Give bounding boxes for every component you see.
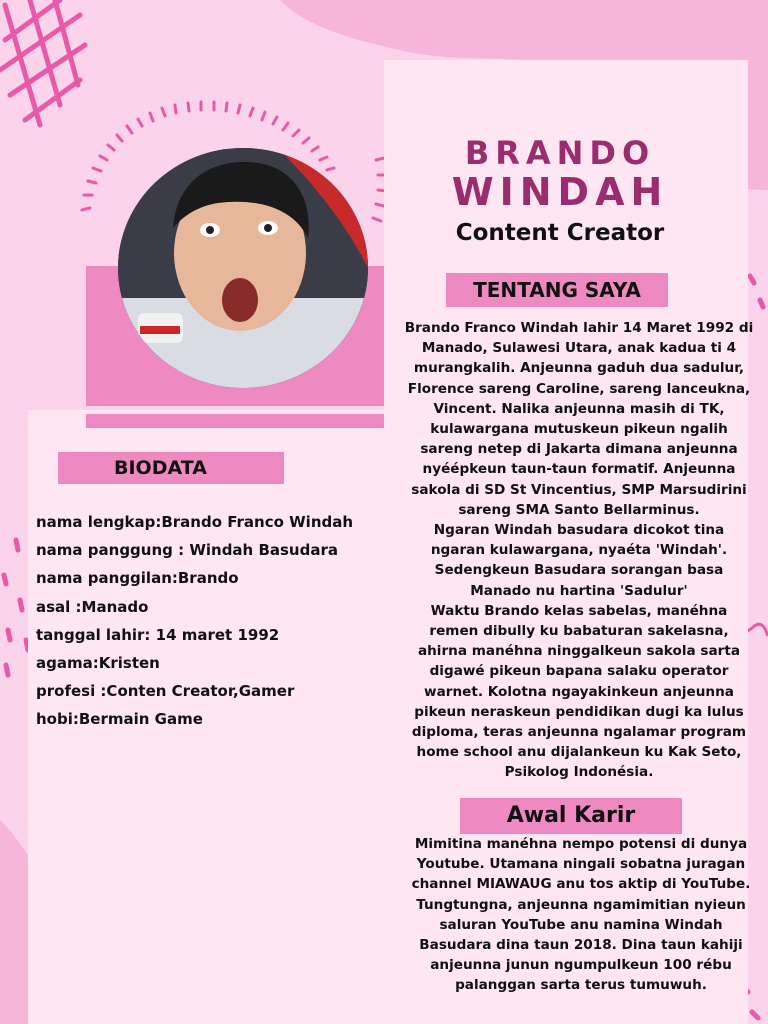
dash-pattern-left xyxy=(4,540,28,675)
about-heading: TENTANG SAYA xyxy=(446,273,668,307)
career-line: Youtube. Utamana ningali sobatna juragan xyxy=(416,856,746,873)
role-title: Content Creator xyxy=(455,220,665,246)
career-line: saluran YouTube anu namina Windah xyxy=(439,916,723,933)
career-text xyxy=(398,834,764,996)
about-line: Vincent. Nalika anjeunna masih di TK, xyxy=(433,400,725,417)
about-line: nyéépkeun taun-taun formatif. Anjeunna xyxy=(422,461,736,478)
biodata-item: agama:Kristen xyxy=(36,654,160,673)
profile-photo xyxy=(118,148,368,388)
about-line: murangkalih. Anjeunna gaduh dua sadulur, xyxy=(413,360,745,377)
biodata-list xyxy=(36,508,381,734)
career-line: anjeunna junun ngumpulkeun 100 rébu xyxy=(430,957,732,974)
about-line: Ngaran Windah basudara dicokot tina xyxy=(433,522,725,539)
about-line: sareng SMA Santo Bellarminus. xyxy=(458,501,700,518)
about-line: Manado, Sulawesi Utara, anak kadua ti 4 xyxy=(421,340,737,357)
about-line: Brando Franco Windah lahir 14 Maret 1992 di xyxy=(404,320,754,336)
career-line: Basudara dina taun 2018. Dina taun kahiji xyxy=(419,937,743,954)
career-line: Mimitina manéhna nempo potensi di dunya xyxy=(414,836,748,852)
about-line: sareng netep di Jakarta dimana anjeunna xyxy=(420,441,738,458)
career-heading: Awal Karir xyxy=(460,798,682,834)
about-line: ngaran kulawargana, nyaéta 'Windah'. xyxy=(430,542,728,559)
about-line: diploma, teras anjeunna ngalamar program xyxy=(411,724,747,741)
biodata-item: profesi :Conten Creator,Gamer xyxy=(36,682,295,701)
about-line: pikeun neraskeun pendidikan dugi ka lulus xyxy=(414,703,744,720)
about-line: Manado nu hartina 'Sadulur' xyxy=(470,582,688,599)
about-line: ahirna manéhna ninggalkeun sakola sarta xyxy=(417,643,741,660)
grid-pattern-icon xyxy=(0,0,85,125)
about-line: Waktu Brando kelas sabelas, manéhna xyxy=(430,602,728,619)
career-line: Tungtungna, anjeunna ngamimitian nyieun xyxy=(416,896,746,913)
biodata-item: hobi:Bermain Game xyxy=(36,710,203,729)
about-line: remen dibully ku babaturan sakelasna, xyxy=(429,623,729,640)
biodata-heading: BIODATA xyxy=(58,452,284,484)
about-line: home school anu dijalankeun ku Kak Seto, xyxy=(416,744,742,761)
about-line: Florence sareng Caroline, sareng lanceukna, xyxy=(407,380,751,397)
photo-underline xyxy=(86,414,384,428)
about-line: Psikolog Indonésia. xyxy=(504,764,654,781)
about-line: Sedengkeun Basudara sorangan basa xyxy=(434,562,724,579)
first-name: BRANDO xyxy=(464,134,656,172)
about-line: kulawargana mutuskeun pikeun ngalih xyxy=(430,421,728,438)
last-name: WINDAH xyxy=(451,170,669,214)
biodata-item: nama panggung : Windah Basudara xyxy=(36,541,338,560)
biodata-item: nama lengkap:Brando Franco Windah xyxy=(36,513,354,531)
about-text xyxy=(394,318,764,783)
person-avatar-icon xyxy=(118,148,368,388)
biodata-item: asal :Manado xyxy=(36,597,149,616)
career-line: palanggan sarta terus tumuwuh. xyxy=(455,977,707,994)
about-line: warnet. Kolotna ngayakinkeun anjeunna xyxy=(424,683,734,700)
career-line: channel MIAWAUG anu tos aktip di YouTube. xyxy=(411,876,751,893)
biodata-item: nama panggilan:Brando xyxy=(36,569,239,588)
about-line: sakola di SD St Vincentius, SMP Marsudirini xyxy=(411,481,747,498)
about-line: digawé pikeun bapana salaku operator xyxy=(429,663,729,680)
biodata-item: tanggal lahir: 14 maret 1992 xyxy=(36,625,280,644)
